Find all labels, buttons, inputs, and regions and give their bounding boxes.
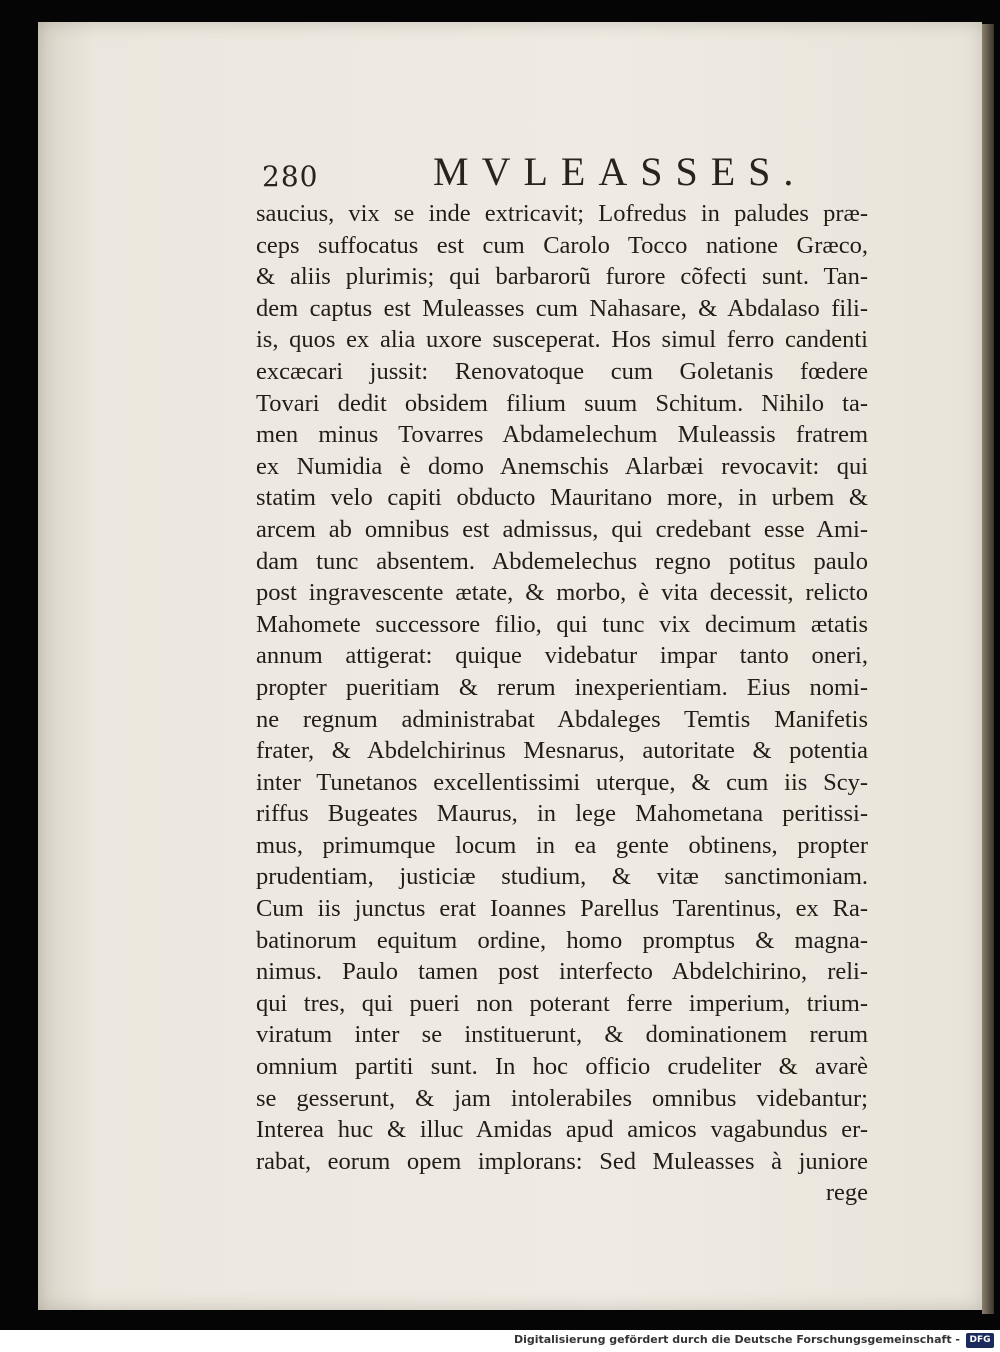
text-line: omnium partiti sunt. In hoc officio crudeliter & avarè xyxy=(256,1053,868,1081)
text-line: se gesserunt, & jam intolerabiles omnibus videbantur; xyxy=(256,1084,868,1112)
footer-bar xyxy=(0,1330,1000,1352)
text-line: ex Numidia è domo Anemschis Alarbæi revocavit: qui xyxy=(256,452,868,480)
text-line: propter pueritiam & rerum inexperientiam. Eius nomi- xyxy=(256,673,868,701)
text-line: saucius, vix se inde extricavit; Lofredus in paludes præ- xyxy=(256,200,868,227)
text-line: ceps suffocatus est cum Carolo Tocco natione Græco, xyxy=(256,231,868,259)
text-line: men minus Tovarres Abdamelechum Muleassis fratrem xyxy=(256,421,868,449)
next-leaf-edge xyxy=(982,24,994,1314)
text-line: & aliis plurimis; qui barbarorũ furore cõfecti sunt. Tan- xyxy=(256,263,868,291)
text-line: dam tunc absentem. Abdemelechus regno potitus paulo xyxy=(256,547,868,575)
text-line: prudentiam, justiciæ studium, & vitæ sanctimoniam. xyxy=(256,863,868,891)
text-line: excæcari jussit: Renovatoque cum Goletanis fœdere xyxy=(256,357,868,385)
body-text xyxy=(256,198,868,1209)
text-line: dem captus est Muleasses cum Nahasare, & Abdalaso fili- xyxy=(256,294,868,322)
page-number: 280 xyxy=(262,160,319,193)
text-line: statim velo capiti obducto Mauritano more, in urbem & xyxy=(256,484,868,512)
text-line: Mahomete successore filio, qui tunc vix decimum ætatis xyxy=(256,610,868,638)
text-line: is, quos ex alia uxore susceperat. Hos simul ferro candenti xyxy=(256,326,868,354)
text-line: riffus Bugeates Maurus, in lege Mahometana peritissi- xyxy=(256,800,868,828)
text-line: rege xyxy=(825,1179,868,1207)
text-line: Tovari dedit obsidem filium suum Schitum. Nihilo ta- xyxy=(256,389,868,417)
text-line: qui tres, qui pueri non poterant ferre imperium, trium- xyxy=(256,989,868,1017)
running-title: MVLEASSES. xyxy=(433,149,807,194)
text-line: Cum iis junctus erat Ioannes Parellus Tarentinus, ex Ra- xyxy=(256,895,868,923)
text-line: post ingravescente ætate, & morbo, è vita decessit, relicto xyxy=(256,579,868,607)
text-line: nimus. Paulo tamen post interfecto Abdelchirino, reli- xyxy=(256,958,868,986)
book-page xyxy=(38,22,982,1310)
text-line: batinorum equitum ordine, homo promptus & magna- xyxy=(256,926,868,954)
text-line: ne regnum administrabat Abdaleges Temtis Manifetis xyxy=(256,705,868,733)
text-line: rabat, eorum opem implorans: Sed Muleasses à juniore xyxy=(256,1147,868,1175)
running-head xyxy=(38,148,982,198)
text-line: viratum inter se instituerunt, & dominationem rerum xyxy=(256,1021,868,1049)
text-line: inter Tunetanos excellentissimi uterque, & cum iis Scy- xyxy=(256,768,868,796)
dfg-logo-icon[interactable]: DFG xyxy=(966,1333,994,1348)
text-line: Interea huc & illuc Amidas apud amicos vagabundus er- xyxy=(256,1116,868,1144)
text-line: mus, primumque locum in ea gente obtinens, propter xyxy=(256,831,868,859)
text-line: annum attigerat: quique videbatur impar tanto oneri, xyxy=(256,642,868,670)
text-line: arcem ab omnibus est admissus, qui credebant esse Ami- xyxy=(256,515,868,543)
text-line: frater, & Abdelchirinus Mesnarus, autoritate & potentia xyxy=(256,737,868,765)
footer-credit: Digitalisierung gefördert durch die Deutsche Forschungsgemeinschaft - xyxy=(513,1333,960,1346)
